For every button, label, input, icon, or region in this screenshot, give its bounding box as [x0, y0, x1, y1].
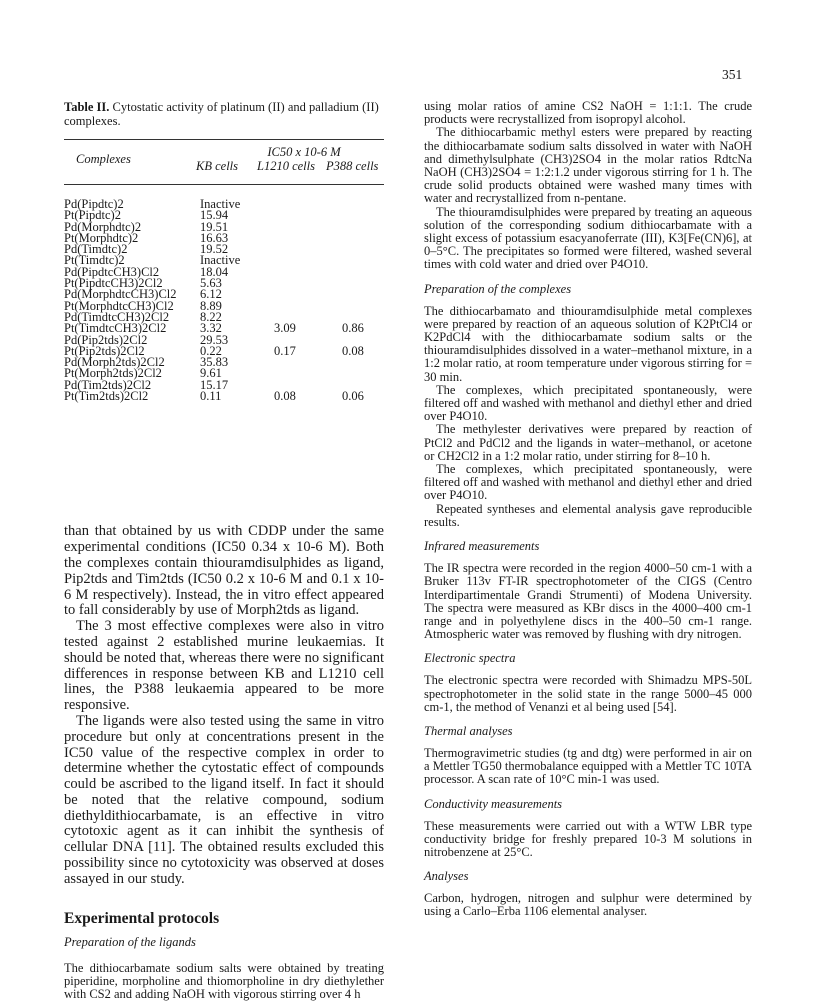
subsection-heading: Conductivity measurements	[424, 796, 563, 811]
table-body	[64, 185, 384, 402]
kb-value: 16.63	[200, 230, 229, 245]
subsection-heading: Thermal analyses	[424, 723, 513, 738]
complex-name: Pd(Tim2tds)2Cl2	[64, 377, 152, 392]
kb-value: 6.12	[200, 287, 222, 302]
section-heading: Experimental protocols	[64, 909, 220, 927]
body-paragraph: using molar ratios of amine CS2 NaOH = 1:1:1. The crude products were recrystallized from isopropyl alcohol.	[424, 99, 752, 127]
p388-value: 0.08	[342, 343, 364, 358]
body-paragraph: The electronic spectra were recorded with Shimadzu MPS-50L spectrophotometer in the solid state in the range 5000–45 000 cm-1, the method of Venanzi et al being used [54].	[424, 673, 752, 714]
complex-name: Pt(Tim2tds)2Cl2	[64, 389, 149, 404]
subsection-heading: Analyses	[424, 869, 469, 884]
complex-name: Pd(Morphdtc)2	[64, 219, 142, 234]
p388-value: 0.06	[342, 389, 364, 404]
body-paragraph: The 3 most effective complexes were also in vitro tested against 2 established murine leukaemias. It should be noted that, whereas there were no significant differences in response between KB and L1210 cell lines, the P388 leukaemia appeared to be more responsive.	[64, 618, 384, 714]
l1210-value: 3.09	[274, 321, 296, 336]
table-caption-text: Cytostatic activity of platinum (II) and palladium (II) complexes.	[64, 100, 379, 128]
complex-name: Pd(Timdtc)2	[64, 242, 128, 257]
l1210-value: 0.08	[274, 389, 296, 404]
kb-value: 18.04	[200, 264, 229, 279]
complex-name: Pt(Morph2tds)2Cl2	[64, 366, 162, 381]
kb-value: 5.63	[200, 276, 222, 291]
table-caption	[64, 100, 384, 128]
complex-name: Pd(TimdtcCH3)2Cl2	[64, 309, 170, 324]
complex-name: Pt(MorphdtcCH3)Cl2	[64, 298, 174, 313]
subsection-heading: Electronic spectra	[424, 651, 516, 666]
body-paragraph: The ligands were also tested using the same in vitro procedure but only at concentrations present in the IC50 value of the respective complex in order to determine whether the cytostatic effect of compounds could be ascribed to the ligand itself. In fact it should be noted that the relative compound, sodium diethyldithiocarbamate, is an effective in vitro cytotoxic agent as it can inhibit the synthesis of cellular DNA [11]. The obtained results excluded this possibility since no cytotoxicity was observed at doses assayed in our study.	[64, 712, 384, 887]
l1210-value: 0.17	[274, 343, 296, 358]
complex-name: Pt(Pip2tds)2Cl2	[64, 343, 145, 358]
header-ic50: IC50 x 10-6 M	[267, 145, 341, 159]
kb-value: 8.89	[200, 298, 222, 313]
kb-value: 8.22	[200, 309, 222, 324]
body-paragraph: The dithiocarbamate sodium salts were obtained by treating piperidine, morpholine and thiomorpholine in dry diethylether with CS2 and adding NaOH with vigorous stirring over 4 h	[64, 960, 384, 1002]
kb-value: 15.17	[200, 377, 229, 392]
body-paragraph: The complexes, which precipitated spontaneously, were filtered off and washed with methanol and diethyl ether and dried over P4O10.	[424, 462, 752, 503]
body-paragraph: The IR spectra were recorded in the region 4000–50 cm-1 with a Bruker 113v FT-IR spectrophotometer of the CIGS (Centro Interdipartimentale Grandi Strumenti) of Modena University. The spectra were measured as KBr discs in the 4000–400 cm-1 range and in polyethylene discs in the 400–50 cm-1 range. Atmospheric water was removed by flushing with dry nitrogen.	[424, 561, 752, 642]
body-paragraph: Repeated syntheses and elemental analysis gave reproducible results.	[424, 501, 752, 529]
kb-value: 0.11	[200, 389, 222, 404]
right-column	[424, 100, 752, 919]
header-l1210-cells: L1210 cells	[257, 159, 315, 173]
header-p388-cells: P388 cells	[326, 159, 379, 173]
complex-name: Pd(PipdtcCH3)Cl2	[64, 264, 160, 279]
complex-name: Pt(Timdtc)2	[64, 253, 125, 268]
kb-value: 19.52	[200, 242, 229, 257]
complex-name: Pt(TimdtcCH3)2Cl2	[64, 321, 167, 336]
subsection-heading: Preparation of the ligands	[64, 934, 196, 949]
body-paragraph: The thiouramdisulphides were prepared by treating an aqueous solution of the corresponding sodium dithiocarbamate with a slight excess of potassium esacyanoferrate (III), K3[Fe(CN)6], at 0–5°C. The precipitates so formed were filtered, washed several times with cold water and dried over P4O10.	[424, 204, 752, 272]
complex-name: Pd(Pip2tds)2Cl2	[64, 332, 148, 347]
header-kb-cells: KB cells	[196, 159, 239, 173]
left-column	[64, 100, 384, 1001]
complex-name: Pd(Pipdtc)2	[64, 197, 124, 211]
body-paragraph: than that obtained by us with CDDP under the same experimental conditions (IC50 0.34 x 10-6 M). Both the complexes contain thiouramdisulphides as ligand, Pip2tds and Tim2tds (IC50 0.2 x 10-6 M and 0.1 x 10-6 M respectively). Instead, the in vitro effect appeared to fall considerably by use of Morph2tds as ligand.	[64, 523, 384, 619]
kb-value: 0.22	[200, 343, 222, 358]
body-paragraph: The complexes, which precipitated spontaneously, were filtered off and washed with methanol and diethyl ether and dried over P4O10.	[424, 382, 752, 424]
kb-value: 9.61	[200, 366, 222, 381]
table-row	[64, 391, 384, 402]
kb-value: Inactive	[200, 253, 241, 268]
complex-name: Pd(MorphdtcCH3)Cl2	[64, 287, 177, 302]
body-paragraph: The dithiocarbamato and thiouramdisulphide metal complexes were prepared by reaction of an aqueous solution of K2PtCl4 or K2PdCl4 with the dithiocarbamate sodium salts or the thiouramdisulphides dissolved in a water–methanol mixture, in a 1:2 molar ratio, at room temperature under vigorous stirring for = 30 min.	[424, 303, 752, 384]
kb-value: 19.51	[200, 219, 229, 234]
page-number: 351	[722, 67, 743, 82]
complex-name: Pt(Pipdtc)2	[64, 208, 121, 223]
table-label: Table II.	[64, 100, 110, 114]
complex-name: Pt(Morphdtc)2	[64, 230, 139, 245]
table-header	[64, 140, 384, 184]
body-paragraph: Carbon, hydrogen, nitrogen and sulphur were determined by using a Carlo–Erba 1106 elemental analyser.	[424, 891, 752, 919]
complex-name: Pt(PipdtcCH3)2Cl2	[64, 276, 163, 291]
kb-value: 3.32	[200, 321, 222, 336]
kb-value: 29.53	[200, 332, 229, 347]
body-paragraph: These measurements were carried out with a WTW LBR type conductivity bridge for freshly prepared 10-3 M solutions in nitrobenzene at 25°C.	[424, 818, 752, 859]
p388-value: 0.86	[342, 321, 364, 336]
complex-name: Pd(Morph2tds)2Cl2	[64, 355, 165, 370]
kb-value: 35.83	[200, 355, 229, 370]
body-paragraph: The methylester derivatives were prepared by reaction of PtCl2 and PdCl2 and the ligands in water–methanol, or acetone or CH2Cl2 in a 1:2 molar ratio, under stirring for 8–10 h.	[424, 422, 752, 463]
subsection-heading: Preparation of the complexes	[424, 281, 572, 296]
kb-value: Inactive	[200, 197, 241, 211]
subsection-heading: Infrared measurements	[424, 539, 540, 554]
header-complexes: Complexes	[76, 152, 131, 166]
body-paragraph: Thermogravimetric studies (tg and dtg) were performed in air on a Mettler TG50 thermobalance equipped with a Mettler TC 10TA processor. A scan rate of 10°C min-1 was used.	[424, 745, 752, 787]
kb-value: 15.94	[200, 208, 229, 223]
body-paragraph: The dithiocarbamic methyl esters were prepared by reacting the dithiocarbamate sodium salts dissolved in water with NaOH and dimethylsulphate (CH3)2SO4 in the molar ratios RdtcNa NaOH (CH3)2SO4 = 1:2:1.2 under vigorous stirring for 1 h. The crude solid products obtained were washed many times with water and recrystallized from n-pentane.	[424, 125, 752, 206]
